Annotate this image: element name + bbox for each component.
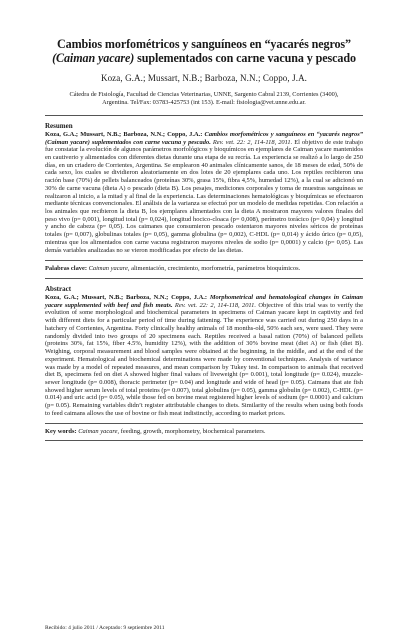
key-words-label: Key words: <box>45 427 77 435</box>
abstract-body <box>45 294 363 418</box>
resumen-body <box>45 131 363 255</box>
abstract-citation-ref: Rev. vet. 22: 2, 114-118, 2011. <box>174 301 256 309</box>
abstract-citation-authors: Koza, G.A.; Mussart, N.B.; Barboza, N.N.; Coppo, J.A.: <box>45 294 207 302</box>
top-divider <box>45 115 363 116</box>
article-page <box>0 37 408 637</box>
resumen-citation-title: Cambios morfométricos y sanguíneos en “yacarés negros” (Caiman yacare) suplementados con carne vacuna y pescado. <box>45 130 363 146</box>
title-line-1: Cambios morfométricos y sanguíneos en “yacarés negros” <box>56 37 351 51</box>
received-accepted-dates: Recibido: 4 julio 2011 / Aceptado: 9 septiembre 2011 <box>45 625 165 631</box>
title-line-2 <box>45 51 363 65</box>
palabras-clave-label: Palabras clave: <box>45 265 88 273</box>
resumen-citation-authors: Koza, G.A.; Mussart, N.B.; Barboza, N.N.; Coppo, J.A.: <box>45 130 203 138</box>
key-words-block <box>45 423 363 442</box>
resumen-text: El objetivo de este trabajo fue constatar la evolución de algunos parámetros morfológicos y bioquímicos en ejemplares de Caiman yacare mantenidos en cautiverio y alimentados con diferentes dietas durante una etapa de su recría. La experiencia se realizó a lo largo de 250 días, en un criadero de Corrientes, Argentina. Se emplearon 40 animales clínicamente sanos, de 18 meses de edad, 50% de cada sexo, los cuales se dividieron aleatoriamente en dos lotes de 20 ejemplares cada uno. Los reptiles recibieron una ración base (70%) de pellets balanceados (proteínas 30%, grasa 15%, fibra 4,5%, humedad 12%), a la cual se adicionó un 30% de carne vacuna (dieta A) o pescado (dieta B). Los pesajes, mediciones corporales y toma de muestras sanguíneas se realizaron al inicio, a la mitad y al final de la experiencia. Las determinaciones hematológicas y bioquímicas se efectuaron mediante técnicas convencionales. El análisis de la varianza se efectuó por un modelo de medidas repetidas. Con relación a los animales que recibieron la dieta B, los ejemplares alimentados con la dieta A mostraron mayores valores finales del peso vivo (p= 0,001), longitud total (p= 0,024), longitud hocico-cloaca (p= 0,008), perímetro torácico (p= 0,04) y longitud y ancho de cabeza (p= 0,05). Los caimanes que consumieron pescado ostentaron mayores niveles séricos de proteínas totales (p= 0,007), globulinas totales (p= 0,05), gamma globulina (p= 0,002), C-HDL (p= 0,014) y ácido úrico (p= 0,05), mientras que los alimentados con carne vacuna registraron mayores niveles de sodio (p= 0,0001) y calcio (p= 0,05). Las demás variables analizadas no se vieron modificadas por efecto de las dietas. <box>45 138 364 254</box>
palabras-clave-block <box>45 260 363 279</box>
palabras-clave-terms: , alimentación, crecimiento, morfometría, parámetros bioquímicos. <box>127 265 301 273</box>
author-list: Koza, G.A.; Mussart, N.B.; Barboza, N.N.; Coppo, J.A. <box>100 73 308 83</box>
article-title <box>45 37 363 65</box>
abstract-citation-title: Morphometrical and hematological changes in Caiman yacare supplemented with beef and fish meats. <box>45 294 363 309</box>
affiliation-line-2: Argentina. Tel/Fax: 03783-425753 (int 153). E-mail: fisiologia@vet.unne.edu.ar. <box>102 99 306 107</box>
key-words-species: Caiman yacare <box>78 427 118 435</box>
affiliation-line-1: Cátedra de Fisiología, Facultad de Ciencias Veterinarias, UNNE, Sargento Cabral 2139, Corrientes (3400), <box>69 91 339 98</box>
title-species: (Caiman yacare) <box>52 51 135 65</box>
palabras-clave-species: Caiman yacare <box>88 265 128 273</box>
resumen-citation-ref: Rev. vet. 22: 2, 114-118, 2011. <box>212 138 293 146</box>
abstract-heading: Abstract <box>45 285 72 294</box>
title-line-2-rest: suplementados con carne vacuna y pescado <box>134 51 356 65</box>
abstract-text: Objective of this trial was to verify the evolution of some morphological and biochemical parameters in specimens of Caiman yacare kept in captivity and fed with different diets for a particular period of time during fattening. The experience was carried out during 250 days in a hatchery of Corrientes, Argentina. Forty clinically healthy animals of 18 months-old, 50% each sex, were used. They were randomly divided into two groups of 20 specimens each. Reptiles received a basal ration (70%) of balanced pellets (proteins 30%, fat 15%, fiber 4.5%, humidity 12%), with the addition of 30% bovine meat (diet A) or fish (diet B). Weighing, corporal measurement and blood samples were obtained at the beginning, in the middle, and at the end of the experiment. Hematological and biochemical determinations were made by conventional techniques. Analysis of variance was made by a model of repeated measures, and mean comparison by Tukey test. In comparison to animals that received diet B, specimens fed on diet A showed higher final values of liveweight (p= 0.001), total longitude (p= 0.024), muzzle-sewer longitude (p= 0.008), thoracic perimeter (p= 0.04) and longitude and wide of head (p= 0.05). Caimans that ate fish showed higher serum levels of total proteins (p= 0.007), total globulins (p= 0.05), gamma globulin (p= 0.002), C-HDL (p= 0.014) and uric acid (p= 0.05), while those fed on bovine meat registered higher levels of sodium (p= 0.0001) and calcium (p= 0.05). Remaining variables didn’t register attributable changes to diets. Similarity of the results when using both foods to feed caimans allows the use of bovine or fish meat indistinctly, according to market prices. <box>45 301 364 417</box>
key-words-terms: , feeding, growth, morphometry, biochemical parameters. <box>117 427 266 435</box>
resumen-heading: Resumen <box>45 121 73 130</box>
affiliation <box>45 91 363 108</box>
